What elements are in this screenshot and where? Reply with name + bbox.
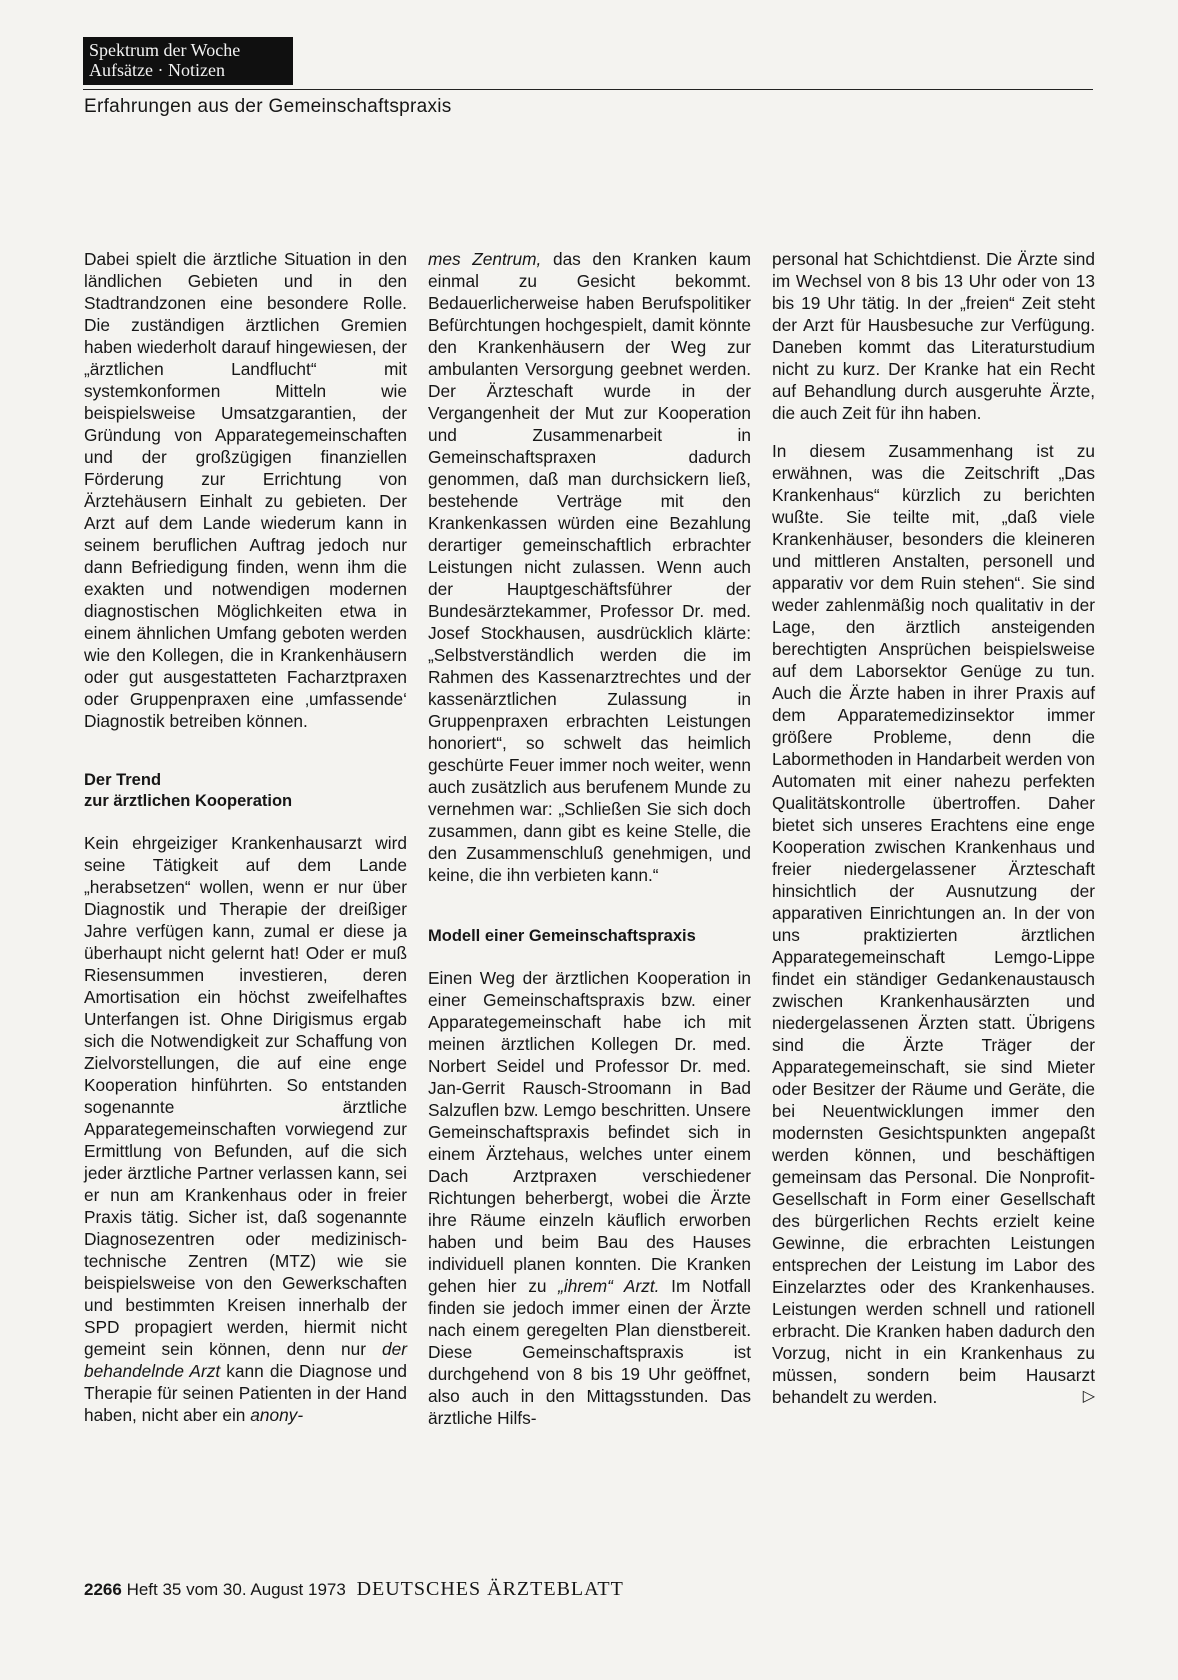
rubric-line-2: Aufsätze · Notizen	[89, 60, 225, 80]
text-run: das den Kranken kaum einmal zu Gesicht bekommt. Bedauerlicherweise haben Berufspolitiker Befürchtungen hochgespielt, damit könnte den Krankenhäusern der Weg zur ambulanten Versorgung geebnet werden. Der Ärzteschaft wurde in der Vergangenheit der Mut zur Kooperation und Zusammenarbeit in Gemeinschaftspraxen dadurch genommen, daß man durchsickern ließ, bestehende Verträge mit den Krankenkassen würden eine Bezahlung derartiger gemeinschaftlich erbrachter Leistungen nicht zulassen. Wenn auch der Hauptgeschäftsführer der Bundesärztekammer, Professor Dr. med. Josef Stockhausen, ausdrücklich klärte: „Selbstverständlich werden die im Rahmen des Kassenarztrechtes und der kassenärztlichen Zulassung in Gruppenpraxen erbrachten Leistungen honoriert“, so schwelt das heimlich geschürte Feuer immer noch weiter, wenn auch zusätzlich aus berufenem Munde zu vernehmen war: „Schließen Sie sich doch zusammen, dann gibt es keine Stelle, die den Zusammenschluß genehmigen, und keine, die ihn verbieten kann.“	[428, 249, 751, 885]
subheading-line-2: zur ärztlichen Kooperation	[84, 792, 293, 810]
emphasis: mes Zentrum,	[428, 249, 542, 269]
header-rule	[83, 89, 1093, 90]
article-column-2	[428, 248, 751, 1429]
article-column-1	[84, 248, 407, 1426]
emphasis: anony-	[250, 1405, 304, 1425]
paragraph	[772, 440, 1095, 1408]
paragraph	[428, 248, 751, 886]
continue-arrow-icon: ▷	[1082, 1388, 1095, 1405]
paragraph: personal hat Schichtdienst. Die Ärzte sind im Wechsel von 8 bis 13 Uhr oder von 13 bis 19 Uhr tätig. In der „freien“ Zeit steht der Arzt für Hausbesuche zur Verfügung. Daneben kommt das Literaturstudium nicht zu kurz. Der Kranke hat ein Recht auf Behandlung durch ausgeruhte Ärzte, die auch Zeit für ihn haben.	[772, 249, 1095, 423]
issue-info: Heft 35 vom 30. August 1973	[126, 1580, 346, 1599]
text-run: Einen Weg der ärztlichen Kooperation in einer Gemeinschaftspraxis bzw. einer Apparategemeinschaft habe ich mit meinen ärztlichen Kollegen Dr. med. Norbert Seidel und Professor Dr. med. Jan-Gerrit Rausch-Stroomann in Bad Salzuflen bzw. Lemgo beschritten. Unsere Gemeinschaftspraxis befindet sich in einem Ärztehaus, welches unter einem Dach Arztpraxen verschiedener Richtungen beherbergt, wobei die Ärzte ihre Räume einzeln käuflich erworben haben und beim Bau des Hauses individuell planen konnten. Die Kranken gehen hier zu	[428, 968, 751, 1296]
text-run: In diesem Zusammenhang ist zu erwähnen, was die Zeitschrift „Das Krankenhaus“ kürzlich zu berichten wußte. Sie teilte mit, „daß viele Krankenhäuser, besonders die kleineren und mittleren Anstalten, personell und apparativ vor dem Ruin stehen“. Sie sind weder zahlenmäßig noch qualitativ in der Lage, den ärztlich ansteigenden berechtigten Ansprüchen beispielsweise auf dem Laborsektor Genüge zu tun. Auch die Ärzte haben in ihrer Praxis auf dem Apparatemedizinsektor immer größere Probleme, denn die Labormethoden in Handarbeit werden von Automaten mit einer nahezu perfekten Qualitätskontrolle übertroffen. Daher bietet sich unseres Erachtens eine enge Kooperation zwischen Krankenhaus und freier niedergelassener Ärzteschaft hinsichtlich der Ausnutzung der apparativen Einrichtungen an. In der von uns praktizierten ärztlichen Apparategemeinschaft Lemgo-Lippe findet ein ständiger Gedankenaustausch zwischen Krankenhausärzten und niedergelassenen Ärzten statt. Übrigens sind die Ärzte Träger der Apparategemeinschaft, sie sind Mieter oder Besitzer der Räume und Geräte, die bei Neuentwicklungen immer den modernsten Gesichtspunkten angepaßt werden können, und beschäftigen gemeinsam das Personal. Die Nonprofit-Gesellschaft in Form einer Gesellschaft des bürgerlichen Rechts erzielt keine Gewinne, die erbrachten Leistungen entsprechen der Leistung im Labor des Einzelarztes oder des Krankenhauses. Leistungen werden schnell und rationell erbracht. Die Kranken haben dadurch den Vorzug, nicht in ein Krankenhaus zu müssen, sondern beim Hausarzt behandelt zu werden.	[772, 441, 1095, 1407]
rubric-line-1: Spektrum der Woche	[89, 40, 241, 60]
paragraph: Dabei spielt die ärztliche Situation in den ländlichen Gebieten und in den Stadtrandzonen eine besondere Rolle. Die zuständigen ärztlichen Gremien haben wiederholt darauf hingewiesen, der „ärztlichen Landflucht“ mit systemkonformen Mitteln wie beispielsweise Umsatzgarantien, der Gründung von Apparategemeinschaften und der großzügigen finanziellen Förderung zur Errichtung von Ärztehäusern Einhalt zu gebieten. Der Arzt auf dem Lande wiederum kann in seinem beruflichen Auftrag jedoch nur dann Befriedigung finden, wenn ihm die exakten und notwendigen modernen diagnostischen Möglichkeiten etwa in einem ähnlichen Umfang geboten werden wie den Kollegen, die in Krankenhäusern oder gut ausgestatteten Facharztpraxen oder Gruppenpraxen eine ‚umfassende‘ Diagnostik betreiben können.	[84, 249, 407, 731]
emphasis: „ihrem“ Arzt.	[558, 1276, 660, 1296]
paragraph	[428, 967, 751, 1429]
page-footer	[84, 1578, 624, 1601]
text-run: Kein ehrgeiziger Krankenhausarzt wird seine Tätigkeit auf dem Lande „herabsetzen“ wollen, wenn er nur über Diagnostik und Therapie der dreißiger Jahre verfügen kann, zumal er diese ja überhaupt nicht gelernt hat! Oder er muß Riesensummen investieren, deren Amortisation ein höchst zweifelhaftes Unterfangen ist. Ohne Dirigismus ergab sich die Notwendigkeit zur Schaffung von Zielvorstellungen, die auf eine enge Kooperation hinführten. So entstanden sogenannte ärztliche Apparategemeinschaften vorwiegend zur Ermittlung von Befunden, auf die sich jeder ärztliche Partner verlassen kann, sei er nun am Krankenhaus oder in freier Praxis tätig. Sicher ist, daß sogenannte Diagnosezentren oder medizinisch-technische Zentren (MTZ) wie sie beispielsweise von den Gewerkschaften und bestimmten Kreisen innerhalb der SPD propagiert werden, hiermit nicht gemeint sein können, denn nur	[84, 833, 407, 1359]
rubric-badge	[83, 37, 293, 85]
journal-name: DEUTSCHES ÄRZTEBLATT	[356, 1578, 624, 1600]
section-title: Erfahrungen aus der Gemeinschaftspraxis	[84, 96, 452, 117]
emphasis: der behandelnde Arzt	[84, 1339, 407, 1381]
text-run: Im Notfall finden sie jedoch immer einen der Ärzte nach einem geregelten Plan dienstbereit. Diese Gemeinschaftspraxis ist durchgehend von 8 bis 19 Uhr geöffnet, also auch in den Mittagsstunden. Das ärztliche Hilfs-	[428, 1276, 751, 1428]
article-column-3	[772, 248, 1095, 1408]
subheading: Modell einer Gemeinschaftspraxis	[428, 927, 696, 945]
paragraph	[84, 832, 407, 1426]
text-run: kann die Diagnose und Therapie für seinen Patienten in der Hand haben, nicht aber ein	[84, 1361, 407, 1425]
subheading-line-1: Der Trend	[84, 771, 162, 789]
subheading	[84, 770, 407, 812]
page-number: 2266	[84, 1580, 122, 1599]
